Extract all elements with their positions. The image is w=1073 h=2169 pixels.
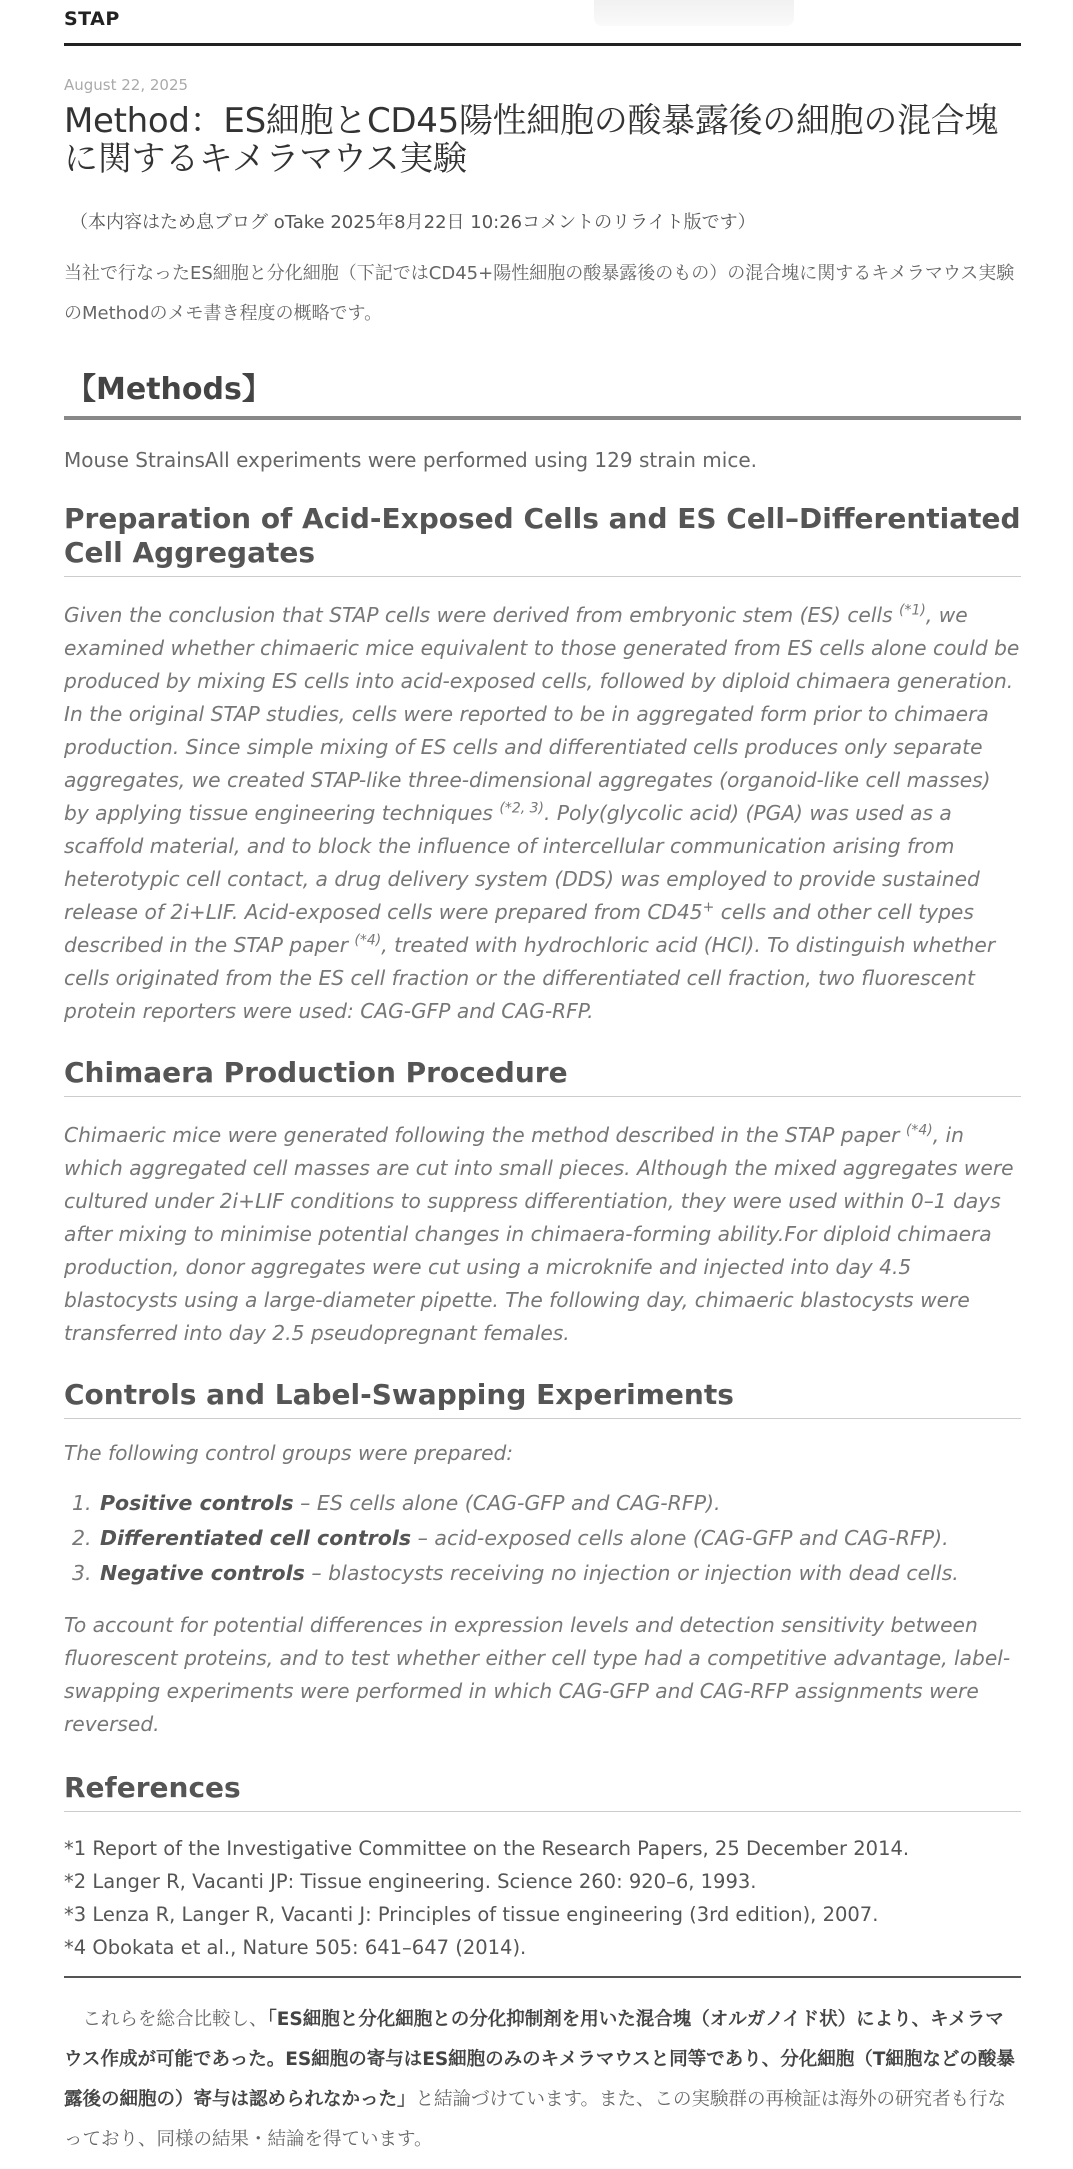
- list-item-title: Positive controls: [100, 1491, 294, 1515]
- chimaera-text-2: , in which aggregated cell masses are cut into small pieces. Although the mixed aggregates were cultured under 2i+LIF conditions to suppress differentiation, they were used within 0–1 days after mixing to minimise potential changes in chimaera-forming ability.For diploid chimaera production, donor aggregates were cut using a microknife and injected into day 4.5 blastocysts using a large-diameter pipette. The following day, chimaeric blastocysts were transferred into day 2.5 pseudopregnant females.: [64, 1123, 1014, 1345]
- prep-text-3: . Poly(glycolic acid) (PGA) was used as a scaffold material, and to block the influence of intercellular communication arising from heterotypic cell contact, a drug delivery system (DDS) was employed to provide sustained release of 2i+LIF. Acid-exposed cells were prepared from CD45: [64, 801, 980, 924]
- section-divider: [64, 1976, 1021, 1978]
- preparation-paragraph: [64, 599, 1021, 1028]
- rewrite-note: （本内容はため息ブログ oTake 2025年8月22日 10:26コメントのリライト版です）: [70, 212, 756, 233]
- methods-heading: 【Methods】: [64, 364, 1021, 420]
- conclusion-bold: 「ES細胞と分化細胞との分化抑制剤を用いた混合塊（オルガノイド状）により、キメラマウス作成が可能であった。ES細胞の寄与はES細胞のみのキメラマウスと同等であり、分化細胞（T細胞などの酸暴露後の細胞の）寄与は認められなかった」: [64, 2009, 1015, 2110]
- list-number: 3.: [72, 1561, 92, 1585]
- controls-lead: The following control groups were prepared:: [64, 1441, 514, 1465]
- reference-item: *3 Lenza R, Langer R, Vacanti J: Principles of tissue engineering (3rd edition), 2007.: [64, 1903, 879, 1926]
- label-swapping-paragraph: To account for potential differences in expression levels and detection sensitivity between fluorescent proteins, and to test whether either cell type had a competitive advantage, label-swapping experiments were performed in which CAG-GFP and CAG-RFP assignments were reversed.: [64, 1613, 1011, 1736]
- preparation-heading: Preparation of Acid-Exposed Cells and ES Cell–Differentiated Cell Aggregates: [64, 502, 1021, 577]
- mouse-strains-text: Mouse StrainsAll experiments were performed using 129 strain mice.: [64, 448, 757, 472]
- controls-list: [64, 1486, 1021, 1591]
- list-number: 1.: [72, 1491, 92, 1515]
- post-date: August 22, 2025: [64, 76, 189, 94]
- controls-heading: Controls and Label-Swapping Experiments: [64, 1378, 1021, 1419]
- post-title: Method：ES細胞とCD45陽性細胞の酸暴露後の細胞の混合塊に関するキメラマウス実験: [64, 101, 999, 179]
- citation-2-3: (*2, 3): [499, 800, 545, 817]
- chimaera-text-1: Chimaeric mice were generated following the method described in the STAP paper: [64, 1123, 906, 1147]
- site-brand-link[interactable]: STAP: [64, 8, 120, 30]
- reference-item: *4 Obokata et al., Nature 505: 641–647 (2014).: [64, 1936, 527, 1959]
- prep-text-2: , we examined whether chimaeric mice equivalent to those generated from ES cells alone could be produced by mixing ES cells into acid-exposed cells, followed by diploid chimaera generation. In the original STAP studies, cells were reported to be in aggregated form prior to chimaera production. Since simple mixing of ES cells and differentiated cells produces only separate aggregates, we created STAP-like three-dimensional aggregates (organoid-like cell masses) by applying tissue engineering techniques: [64, 603, 1020, 825]
- reference-item: *2 Langer R, Vacanti JP: Tissue engineering. Science 260: 920–6, 1993.: [64, 1870, 757, 1893]
- site-header: [64, 0, 1021, 46]
- chimaera-heading: Chimaera Production Procedure: [64, 1056, 1021, 1097]
- header-decoration: [594, 0, 794, 26]
- plus-superscript: +: [702, 899, 715, 916]
- page: [64, 0, 1021, 2169]
- chimaera-paragraph: [64, 1119, 1021, 1350]
- list-item-text: – blastocysts receiving no injection or injection with dead cells.: [304, 1561, 959, 1585]
- citation-1: (*1): [899, 602, 926, 619]
- citation-4: (*4): [354, 932, 382, 949]
- conclusion-lead: これらを総合比較し、: [82, 2009, 268, 2030]
- reference-item: *1 Report of the Investigative Committee on the Research Papers, 25 December 2014.: [64, 1837, 910, 1860]
- prep-text-1: Given the conclusion that STAP cells were derived from embryonic stem (ES) cells: [64, 603, 900, 627]
- references-list: [64, 1832, 1021, 1964]
- list-item-text: – acid-exposed cells alone (CAG-GFP and CAG-RFP).: [411, 1526, 949, 1550]
- prep-text-4: cells and other cell types described in the STAP paper: [64, 900, 974, 957]
- citation-4: (*4): [905, 1122, 933, 1139]
- intro-paragraph: 当社で行なったES細胞と分化細胞（下記ではCD45+陽性細胞の酸暴露後のもの）の混合塊に関するキメラマウス実験のMethodのメモ書き程度の概略です。: [64, 263, 1015, 324]
- conclusion-tail: と結論づけています。また、この実験群の再検証は海外の研究者も行なっており、同様の結果・結論を得ています。: [64, 2089, 1007, 2150]
- list-item: [64, 1521, 1021, 1556]
- list-item-text: – ES cells alone (CAG-GFP and CAG-RFP).: [293, 1491, 721, 1515]
- list-number: 2.: [72, 1526, 92, 1550]
- list-item-title: Negative controls: [100, 1561, 305, 1585]
- prep-text-5: , treated with hydrochloric acid (HCl). To distinguish whether cells originated from the ES cell fraction or the differentiated cell fraction, two fluorescent protein reporters were used: CAG-GFP and CAG-RFP.: [64, 933, 996, 1023]
- conclusion-paragraph: [64, 2000, 1021, 2160]
- references-heading: References: [64, 1771, 1021, 1812]
- list-item-title: Differentiated cell controls: [100, 1526, 412, 1550]
- list-item: [64, 1486, 1021, 1521]
- list-item: [64, 1556, 1021, 1591]
